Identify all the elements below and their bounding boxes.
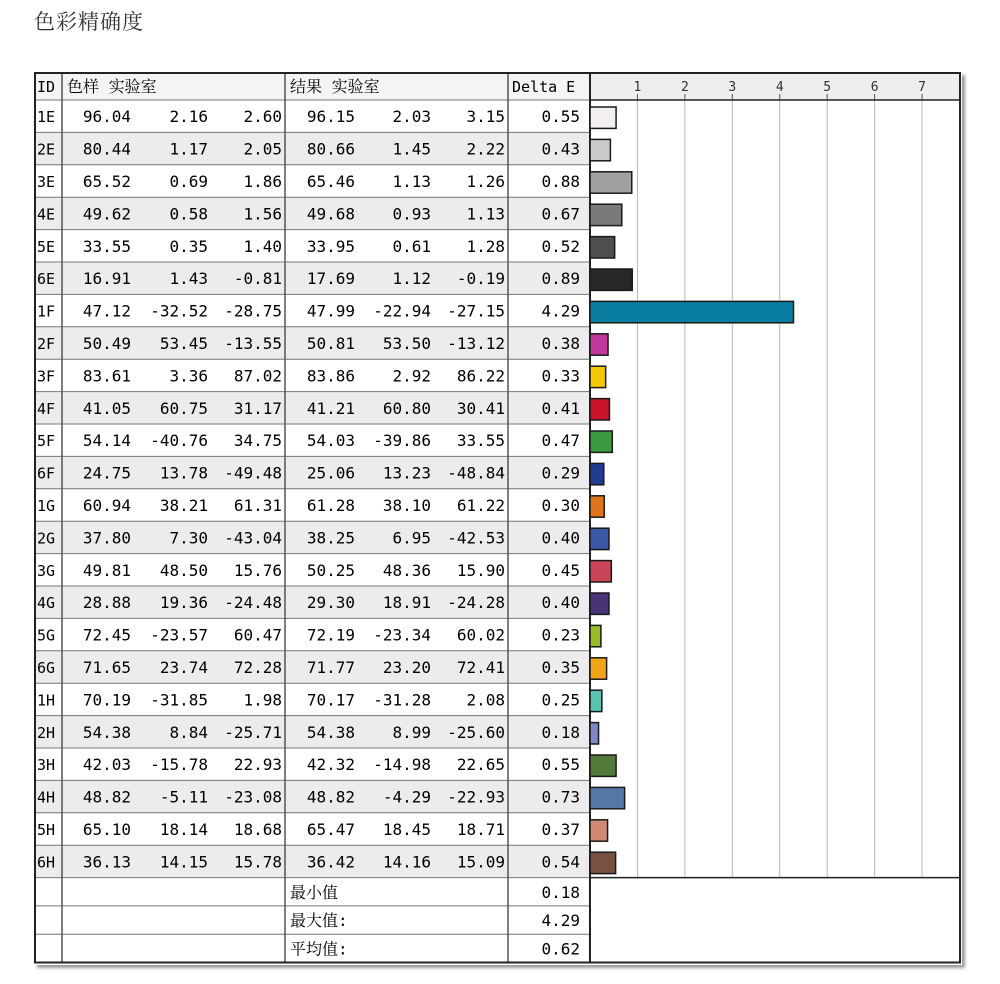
cell-result: -25.60 bbox=[447, 722, 505, 742]
cell-sample: -28.75 bbox=[224, 301, 282, 321]
cell-result: 83.86 bbox=[306, 366, 355, 386]
delta-bar bbox=[590, 723, 599, 744]
cell-sample: 0.69 bbox=[169, 172, 208, 191]
delta-bar bbox=[590, 690, 602, 711]
cell-sample: 60.94 bbox=[82, 496, 131, 515]
cell-result: 65.47 bbox=[306, 820, 355, 839]
cell-id: 6H bbox=[37, 853, 56, 872]
cell-sample: 70.19 bbox=[82, 690, 131, 710]
axis-tick-label: 1 bbox=[633, 80, 642, 95]
cell-sample: 14.15 bbox=[159, 852, 208, 872]
cell-delta: 0.55 bbox=[541, 107, 580, 127]
cell-result: -48.84 bbox=[447, 463, 505, 483]
cell-delta: 0.88 bbox=[541, 172, 580, 191]
cell-sample: 72.28 bbox=[233, 658, 282, 677]
cell-sample: -23.08 bbox=[224, 787, 282, 807]
cell-delta: 0.25 bbox=[541, 690, 580, 710]
cell-delta: 0.29 bbox=[541, 463, 580, 483]
cell-delta: 0.52 bbox=[541, 236, 580, 256]
cell-id: 6E bbox=[37, 270, 56, 289]
cell-result: 30.41 bbox=[456, 398, 505, 418]
cell-result: 18.91 bbox=[382, 593, 431, 613]
cell-delta: 0.40 bbox=[541, 528, 580, 548]
axis-tick-label: 6 bbox=[870, 80, 879, 95]
cell-result: 38.10 bbox=[382, 496, 431, 515]
cell-result: 86.22 bbox=[456, 366, 505, 386]
cell-sample: 36.13 bbox=[82, 852, 131, 872]
delta-bar bbox=[590, 399, 609, 420]
cell-result: 50.25 bbox=[306, 560, 355, 580]
cell-delta: 0.89 bbox=[541, 269, 580, 289]
cell-sample: 1.40 bbox=[243, 236, 282, 256]
cell-sample: 65.10 bbox=[82, 820, 131, 839]
cell-delta: 0.30 bbox=[541, 496, 580, 515]
cell-result: 33.55 bbox=[456, 431, 505, 451]
cell-result: 15.90 bbox=[456, 560, 505, 580]
delta-bar bbox=[590, 334, 608, 355]
cell-result: 71.77 bbox=[306, 658, 355, 677]
cell-result: 0.61 bbox=[392, 236, 431, 256]
delta-bar bbox=[590, 139, 610, 160]
cell-sample: 41.05 bbox=[82, 398, 131, 418]
delta-bar bbox=[590, 787, 625, 808]
cell-sample: 53.45 bbox=[159, 334, 208, 353]
delta-bar bbox=[590, 496, 604, 517]
cell-sample: -49.48 bbox=[224, 463, 282, 483]
cell-sample: 0.58 bbox=[169, 204, 208, 224]
cell-result: 6.95 bbox=[392, 528, 431, 548]
cell-result: 70.17 bbox=[306, 690, 355, 710]
col-header-delta: Delta E bbox=[512, 78, 576, 96]
cell-sample: 1.43 bbox=[169, 269, 208, 289]
cell-result: -22.93 bbox=[447, 787, 505, 807]
cell-sample: 96.04 bbox=[82, 107, 131, 127]
delta-bar bbox=[590, 625, 601, 646]
cell-delta: 0.38 bbox=[541, 334, 580, 353]
cell-id: 2H bbox=[37, 723, 56, 742]
cell-id: 3H bbox=[37, 756, 56, 775]
cell-delta: 0.35 bbox=[541, 658, 580, 677]
cell-result: 53.50 bbox=[382, 334, 431, 353]
cell-result: -27.15 bbox=[447, 301, 505, 321]
cell-sample: 71.65 bbox=[82, 658, 131, 677]
cell-result: 72.41 bbox=[456, 658, 505, 677]
cell-result: 18.71 bbox=[456, 820, 505, 839]
cell-result: 65.46 bbox=[306, 172, 355, 191]
cell-result: 2.08 bbox=[466, 690, 505, 710]
cell-result: 60.80 bbox=[382, 398, 431, 418]
delta-bar bbox=[590, 528, 609, 549]
cell-sample: 33.55 bbox=[82, 236, 131, 256]
cell-result: 80.66 bbox=[306, 139, 355, 159]
cell-result: 23.20 bbox=[382, 658, 431, 677]
cell-sample: 83.61 bbox=[82, 366, 131, 386]
cell-result: 61.22 bbox=[456, 496, 505, 515]
cell-id: 6F bbox=[37, 464, 56, 483]
delta-bar bbox=[590, 820, 608, 841]
cell-result: 1.12 bbox=[392, 269, 431, 289]
summary-label: 最大值: bbox=[290, 911, 348, 931]
cell-result: 48.82 bbox=[306, 787, 355, 807]
cell-result: -0.19 bbox=[456, 269, 505, 289]
cell-result: 1.26 bbox=[466, 172, 505, 191]
cell-sample: 22.93 bbox=[233, 755, 282, 775]
cell-result: 36.42 bbox=[306, 852, 355, 872]
delta-bar bbox=[590, 107, 616, 128]
cell-sample: 2.16 bbox=[169, 107, 208, 127]
cell-id: 5E bbox=[37, 237, 56, 256]
cell-result: 2.92 bbox=[392, 366, 431, 386]
delta-bar bbox=[590, 269, 632, 290]
cell-result: 60.02 bbox=[456, 625, 505, 645]
cell-sample: 42.03 bbox=[82, 755, 131, 775]
cell-sample: 1.98 bbox=[243, 690, 282, 710]
cell-id: 1H bbox=[37, 691, 56, 710]
cell-delta: 0.37 bbox=[541, 820, 580, 839]
cell-sample: 80.44 bbox=[82, 139, 131, 159]
cell-sample: 15.78 bbox=[233, 852, 282, 872]
cell-sample: 60.75 bbox=[159, 398, 208, 418]
delta-bar bbox=[590, 755, 616, 776]
cell-sample: 13.78 bbox=[159, 463, 208, 483]
cell-sample: -13.55 bbox=[224, 334, 282, 353]
cell-delta: 0.47 bbox=[541, 431, 580, 451]
col-header-result: 结果 实验室 bbox=[290, 77, 380, 96]
cell-result: 47.99 bbox=[306, 301, 355, 321]
cell-sample: 18.68 bbox=[233, 820, 282, 839]
cell-result: -4.29 bbox=[382, 787, 431, 807]
delta-bar bbox=[590, 658, 607, 679]
cell-delta: 4.29 bbox=[541, 301, 580, 321]
cell-sample: 1.17 bbox=[169, 139, 208, 159]
axis-tick-label: 3 bbox=[728, 80, 737, 95]
delta-bar bbox=[590, 237, 615, 258]
cell-result: -14.98 bbox=[373, 755, 431, 775]
cell-id: 1F bbox=[37, 302, 56, 321]
cell-sample: 15.76 bbox=[233, 560, 282, 580]
cell-id: 2G bbox=[37, 529, 56, 548]
delta-bar bbox=[590, 593, 609, 614]
cell-sample: 47.12 bbox=[82, 301, 131, 321]
cell-result: 2.03 bbox=[392, 107, 431, 127]
cell-sample: 49.62 bbox=[82, 204, 131, 224]
cell-result: -24.28 bbox=[447, 593, 505, 613]
cell-delta: 0.73 bbox=[541, 787, 580, 807]
cell-sample: 65.52 bbox=[82, 172, 131, 191]
col-header-id: ID bbox=[37, 78, 56, 96]
cell-sample: 54.14 bbox=[82, 431, 131, 451]
cell-sample: 38.21 bbox=[159, 496, 208, 515]
delta-bar bbox=[590, 301, 794, 322]
cell-id: 1E bbox=[37, 108, 56, 127]
cell-sample: 28.88 bbox=[82, 593, 131, 613]
cell-delta: 0.23 bbox=[541, 625, 580, 645]
cell-sample: 0.35 bbox=[169, 236, 208, 256]
cell-sample: 50.49 bbox=[82, 334, 131, 353]
cell-sample: 49.81 bbox=[82, 560, 131, 580]
delta-bar bbox=[590, 204, 622, 225]
cell-result: 33.95 bbox=[306, 236, 355, 256]
cell-delta: 0.54 bbox=[541, 852, 580, 872]
cell-result: 25.06 bbox=[306, 463, 355, 483]
cell-result: 49.68 bbox=[306, 204, 355, 224]
delta-bar bbox=[590, 172, 632, 193]
cell-sample: 23.74 bbox=[159, 658, 208, 677]
summary-label: 平均值: bbox=[290, 939, 348, 959]
cell-result: 17.69 bbox=[306, 269, 355, 289]
cell-sample: -31.85 bbox=[150, 690, 208, 710]
cell-sample: -32.52 bbox=[150, 301, 208, 321]
summary-value: 0.18 bbox=[541, 882, 580, 902]
cell-delta: 0.55 bbox=[541, 755, 580, 775]
cell-sample: 2.05 bbox=[243, 139, 282, 159]
cell-delta: 0.41 bbox=[541, 398, 580, 418]
cell-sample: 37.80 bbox=[82, 528, 131, 548]
cell-id: 3F bbox=[37, 367, 56, 386]
cell-id: 5G bbox=[37, 626, 56, 645]
cell-sample: 18.14 bbox=[159, 820, 208, 839]
cell-sample: -43.04 bbox=[224, 528, 282, 548]
cell-sample: 2.60 bbox=[243, 107, 282, 127]
cell-sample: 54.38 bbox=[82, 722, 131, 742]
delta-bar bbox=[590, 561, 611, 582]
cell-sample: 87.02 bbox=[233, 366, 282, 386]
cell-result: 42.32 bbox=[306, 755, 355, 775]
cell-sample: 7.30 bbox=[169, 528, 208, 548]
cell-sample: -25.71 bbox=[224, 722, 282, 742]
cell-id: 4G bbox=[37, 594, 56, 613]
cell-delta: 0.45 bbox=[541, 560, 580, 580]
delta-e-table-frame bbox=[34, 72, 962, 965]
axis-tick-label: 4 bbox=[775, 80, 784, 95]
cell-result: 14.16 bbox=[382, 852, 431, 872]
axis-tick-label: 2 bbox=[680, 80, 689, 95]
summary-value: 4.29 bbox=[541, 911, 580, 931]
delta-bar bbox=[590, 852, 616, 873]
cell-sample: -40.76 bbox=[150, 431, 208, 451]
cell-sample: -23.57 bbox=[150, 625, 208, 645]
cell-result: 22.65 bbox=[456, 755, 505, 775]
cell-result: 72.19 bbox=[306, 625, 355, 645]
cell-result: 1.28 bbox=[466, 236, 505, 256]
cell-sample: 61.31 bbox=[233, 496, 282, 515]
cell-id: 4H bbox=[37, 788, 56, 807]
delta-bar bbox=[590, 431, 612, 452]
cell-result: 29.30 bbox=[306, 593, 355, 613]
page-title: 色彩精确度 bbox=[34, 10, 144, 34]
cell-result: -23.34 bbox=[373, 625, 431, 645]
cell-delta: 0.18 bbox=[541, 722, 580, 742]
cell-result: 96.15 bbox=[306, 107, 355, 127]
cell-id: 5H bbox=[37, 821, 56, 839]
cell-result: 8.99 bbox=[392, 722, 431, 742]
cell-id: 1G bbox=[37, 497, 56, 515]
cell-sample: 19.36 bbox=[159, 593, 208, 613]
delta-bar bbox=[590, 463, 604, 484]
cell-id: 4E bbox=[37, 205, 56, 224]
cell-result: 13.23 bbox=[382, 463, 431, 483]
cell-result: 54.38 bbox=[306, 722, 355, 742]
cell-sample: -0.81 bbox=[233, 269, 282, 289]
cell-sample: 48.82 bbox=[82, 787, 131, 807]
cell-result: 48.36 bbox=[382, 560, 431, 580]
cell-result: 15.09 bbox=[456, 852, 505, 872]
cell-result: 1.13 bbox=[466, 204, 505, 224]
cell-delta: 0.33 bbox=[541, 366, 580, 386]
cell-sample: 34.75 bbox=[233, 431, 282, 451]
cell-result: 2.22 bbox=[466, 139, 505, 159]
cell-id: 4F bbox=[37, 399, 56, 418]
cell-id: 2E bbox=[37, 140, 56, 159]
cell-result: 18.45 bbox=[382, 820, 431, 839]
cell-sample: -5.11 bbox=[159, 787, 208, 807]
cell-result: 50.81 bbox=[306, 334, 355, 353]
cell-delta: 0.40 bbox=[541, 593, 580, 613]
cell-result: -39.86 bbox=[373, 431, 431, 451]
delta-e-chart bbox=[34, 72, 962, 965]
cell-sample: 1.86 bbox=[243, 172, 282, 191]
cell-result: -42.53 bbox=[447, 528, 505, 548]
cell-sample: 31.17 bbox=[233, 398, 282, 418]
cell-sample: -24.48 bbox=[224, 593, 282, 613]
cell-sample: 3.36 bbox=[169, 366, 208, 386]
summary-label: 最小值 bbox=[290, 882, 339, 902]
delta-bar bbox=[590, 366, 606, 387]
cell-result: 61.28 bbox=[306, 496, 355, 515]
cell-sample: 60.47 bbox=[233, 625, 282, 645]
cell-result: 0.93 bbox=[392, 204, 431, 224]
cell-result: 3.15 bbox=[466, 107, 505, 127]
cell-delta: 0.67 bbox=[541, 204, 580, 224]
cell-result: -13.12 bbox=[447, 334, 505, 353]
cell-id: 2F bbox=[37, 335, 56, 353]
cell-sample: 72.45 bbox=[82, 625, 131, 645]
cell-sample: 16.91 bbox=[82, 269, 131, 289]
cell-result: 41.21 bbox=[306, 398, 355, 418]
cell-delta: 0.43 bbox=[541, 139, 580, 159]
cell-id: 3G bbox=[37, 561, 56, 580]
col-header-sample: 色样 实验室 bbox=[67, 77, 157, 96]
axis-tick-label: 5 bbox=[823, 80, 832, 95]
cell-sample: 24.75 bbox=[82, 463, 131, 483]
cell-sample: 48.50 bbox=[159, 560, 208, 580]
cell-sample: -15.78 bbox=[150, 755, 208, 775]
cell-result: 1.13 bbox=[392, 172, 431, 191]
summary-value: 0.62 bbox=[541, 939, 580, 959]
cell-result: -31.28 bbox=[373, 690, 431, 710]
cell-result: 38.25 bbox=[306, 528, 355, 548]
cell-id: 3E bbox=[37, 173, 56, 191]
cell-sample: 1.56 bbox=[243, 204, 282, 224]
cell-id: 5F bbox=[37, 432, 56, 451]
axis-tick-label: 7 bbox=[918, 80, 926, 95]
cell-result: 54.03 bbox=[306, 431, 355, 451]
cell-id: 6G bbox=[37, 659, 56, 677]
cell-sample: 8.84 bbox=[169, 722, 208, 742]
cell-result: -22.94 bbox=[373, 301, 431, 321]
cell-result: 1.45 bbox=[392, 139, 431, 159]
